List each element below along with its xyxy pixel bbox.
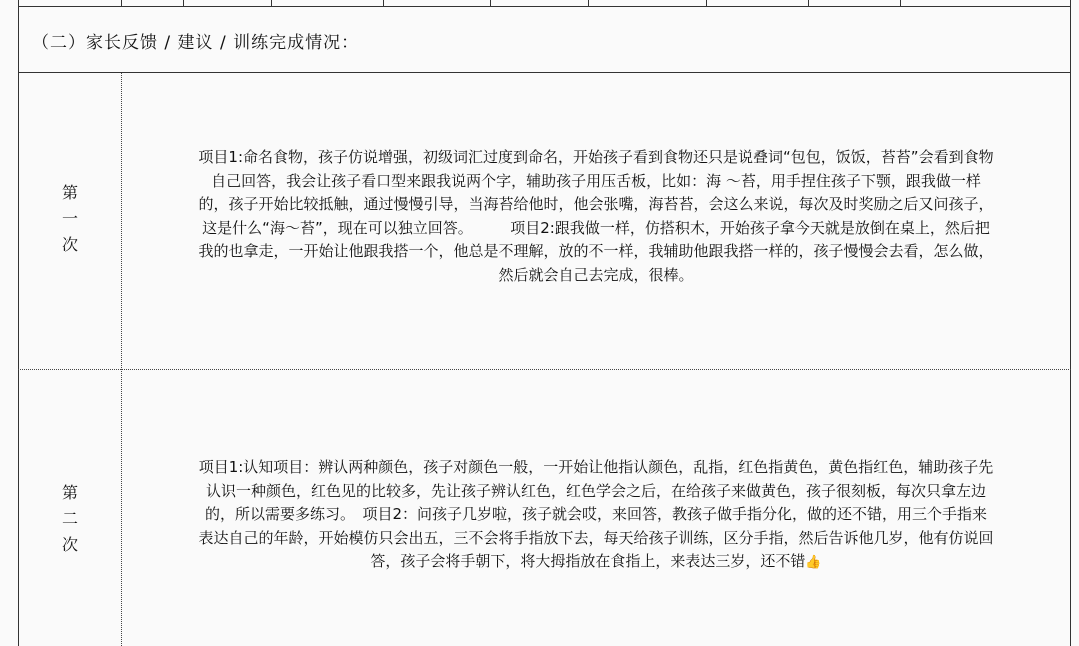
top-cell-divider bbox=[383, 0, 384, 6]
feedback-line: 项目1:命名食物，孩子仿说增强，初级词汇过度到命名，开始孩子看到食物还只是说叠词“包包，饭饭，苔苔”会看到食物 bbox=[198, 148, 994, 166]
top-cell-divider bbox=[706, 0, 707, 6]
feedback-line: 这是什么“海～苔”，现在可以独立回答。 项目2:跟我做一样，仿搭积木，开始孩子拿今天就是放倒在桌上，然后把 bbox=[202, 218, 990, 237]
feedback-line: 项目1:认知项目：辨认两种颜色，孩子对颜色一般，一开始让他指认颜色，乱指，红色指黄色，黄色指红色，辅助孩子先 bbox=[198, 458, 994, 476]
session-label-first: 第 一 次 bbox=[61, 183, 78, 254]
session-feedback-second bbox=[122, 456, 1070, 575]
feedback-line: 认识一种颜色，红色见的比较多，先让孩子辨认红色，红色学会之后，在给孩子来做黄色，孩子很刻板，每次只拿左边 bbox=[205, 481, 986, 500]
feedback-line: 的，孩子开始比较抵触，通过慢慢引导，当海苔给他时，他会张嘴，海苔苔，会这么来说，每次及时奖励之后又问孩子， bbox=[198, 195, 994, 213]
top-cell-divider bbox=[271, 0, 272, 6]
row-separator bbox=[18, 369, 1071, 370]
feedback-line: 我的也拿走，一开始让他跟我搭一个，他总是不理解，放的不一样，我辅助他跟我搭一样的，孩子慢慢会去看，怎么做， bbox=[198, 242, 994, 260]
top-cell-divider bbox=[121, 0, 122, 6]
right-border bbox=[1070, 0, 1071, 646]
thumbs-up-icon: 👍 bbox=[805, 555, 822, 570]
session-feedback-first bbox=[122, 146, 1070, 287]
top-cell-divider bbox=[808, 0, 809, 6]
top-border bbox=[18, 6, 1071, 7]
heading-bottom-border bbox=[18, 72, 1071, 73]
session-label-second: 第 二 次 bbox=[61, 483, 78, 554]
top-cell-divider bbox=[900, 0, 901, 6]
feedback-line: 的，所以需要多练习。 项目2：问孩子几岁啦，孩子就会哎，来回答，教孩子做手指分化，做的还不错，用三个手指来 bbox=[204, 505, 988, 523]
feedback-line: 表达自己的年龄，开始模仿只会出五，三不会将手指放下去，每天给孩子训练，区分手指，然后告诉他几岁，他有仿说回 bbox=[198, 528, 994, 547]
top-cell-divider bbox=[588, 0, 589, 6]
feedback-line: 答，孩子会将手朝下，将大拇指放在食指上，来表达三岁，还不错👍 bbox=[370, 552, 822, 570]
left-border bbox=[18, 0, 19, 646]
feedback-line: 自己回答，我会让孩子看口型来跟我说两个字，辅助孩子用压舌板，比如：海 ～苔，用手捏住孩子下颚，跟我做一样 bbox=[211, 171, 981, 190]
feedback-line: 然后就会自己去完成，很棒。 bbox=[498, 265, 694, 284]
top-cell-divider bbox=[490, 0, 491, 6]
section-heading: （二）家长反馈 / 建议 / 训练完成情况： bbox=[32, 33, 360, 53]
top-cell-divider bbox=[183, 0, 184, 6]
